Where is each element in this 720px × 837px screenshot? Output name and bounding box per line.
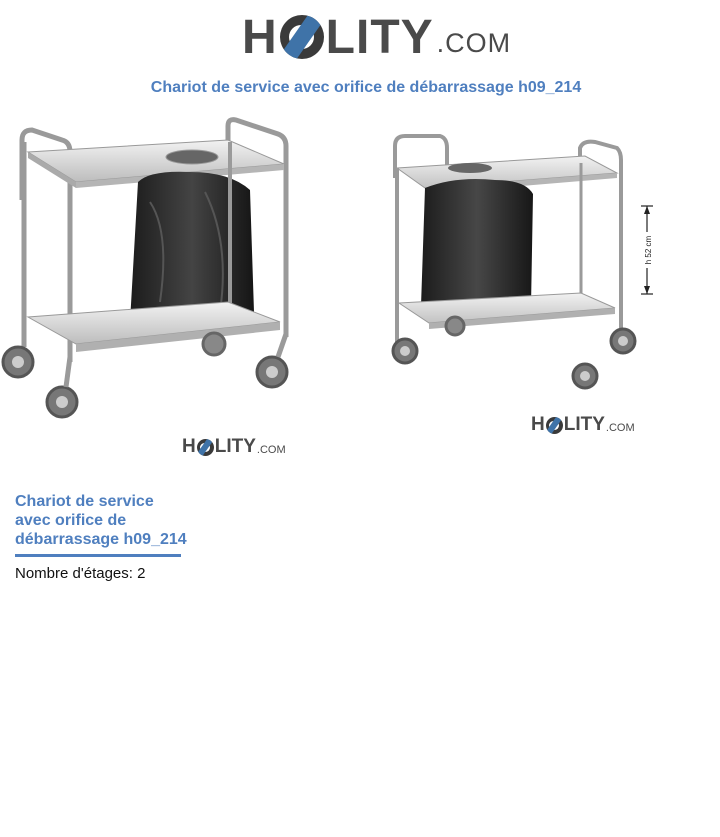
logo-letters: LITY bbox=[214, 436, 256, 457]
logo-o-icon bbox=[546, 417, 563, 434]
title-underline bbox=[15, 554, 181, 557]
spec-levels-value: 2 bbox=[137, 565, 146, 582]
product-title-line: Chariot de service bbox=[15, 493, 154, 510]
trolley-photo-dimension[interactable] bbox=[385, 128, 665, 398]
logo-suffix: .COM bbox=[256, 444, 286, 456]
spec-levels-label: Nombre d'étages: bbox=[15, 565, 133, 582]
logo-letters: LITY bbox=[563, 414, 605, 435]
logo-letter-h: H bbox=[242, 11, 278, 64]
holity-logo-small bbox=[182, 436, 286, 458]
height-dimension-label: h 52 cm bbox=[644, 235, 653, 265]
spec-levels bbox=[15, 565, 145, 582]
logo-letter-h: H bbox=[182, 436, 196, 457]
holity-logo-small bbox=[531, 414, 635, 436]
dimension-arrow-icon bbox=[640, 206, 654, 294]
product-title-line: avec orifice de bbox=[15, 512, 127, 529]
trolley-photo-front[interactable] bbox=[0, 112, 300, 422]
product-title bbox=[15, 492, 195, 549]
logo-o-icon bbox=[280, 15, 324, 59]
logo-letters: LITY bbox=[325, 11, 434, 64]
page-title: Chariot de service avec orifice de débarrassage h09_214 bbox=[150, 79, 582, 96]
holity-logo[interactable] bbox=[242, 10, 511, 65]
logo-letter-h: H bbox=[531, 414, 545, 435]
logo-o-icon bbox=[197, 439, 214, 456]
logo-suffix: .COM bbox=[605, 422, 635, 434]
product-title-line: débarrassage h09_214 bbox=[15, 531, 187, 548]
logo-suffix: .COM bbox=[436, 28, 512, 58]
